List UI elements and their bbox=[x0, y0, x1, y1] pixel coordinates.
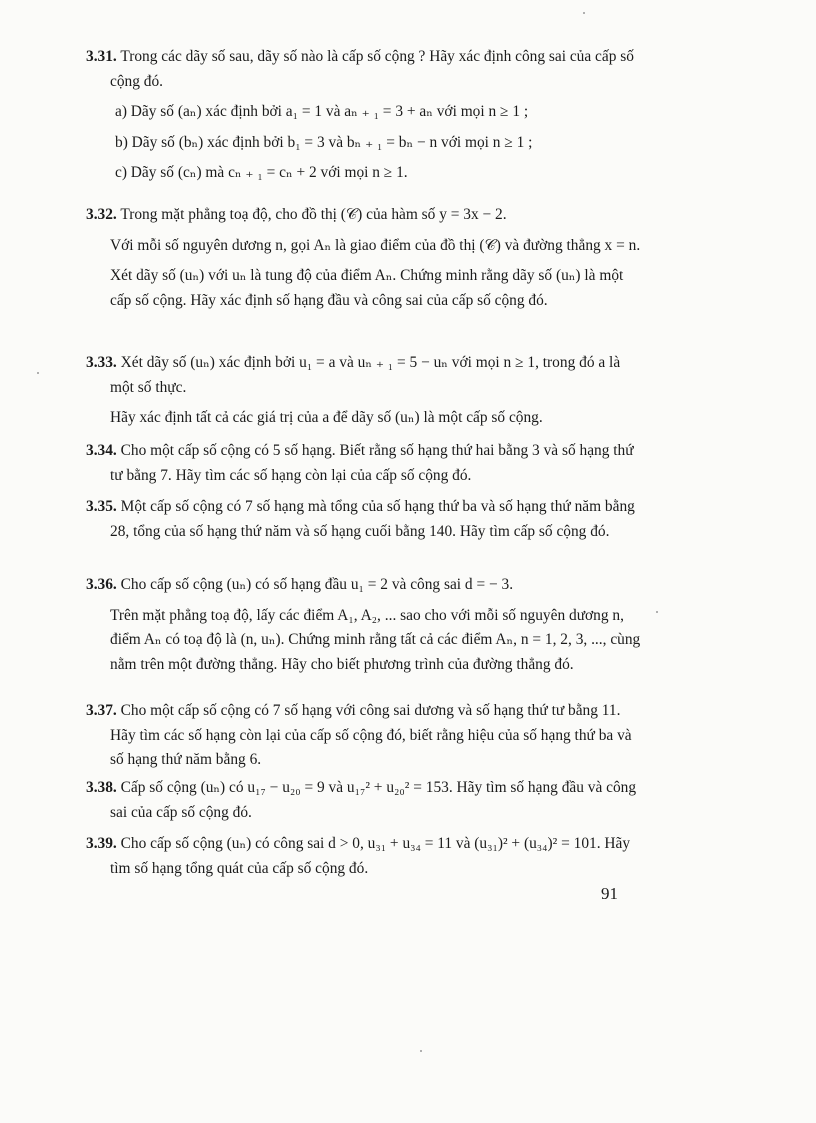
exercise-3-38 bbox=[86, 776, 646, 825]
exercise-3-31 bbox=[86, 45, 646, 186]
exercise-3-39-statement bbox=[86, 832, 646, 881]
scan-speck bbox=[37, 372, 39, 374]
exercise-3-31-part-c: c) Dãy số (cₙ) mà cₙ ₊ ₁ = cₙ + 2 với mọi n ≥ 1. bbox=[115, 164, 408, 181]
page-number: 91 bbox=[601, 884, 618, 903]
exercise-3-34 bbox=[86, 439, 646, 488]
exercise-3-34-statement bbox=[86, 439, 646, 488]
exercise-3-37-statement bbox=[86, 699, 646, 773]
exercise-text: Xét dãy số (uₙ) xác định bởi u₁ = a và uₙ ₊ ₁ = 5 − uₙ với mọi n ≥ 1, trong đó a là một số thực. bbox=[110, 354, 621, 396]
exercise-3-35-statement bbox=[86, 495, 646, 544]
exercise-3-35 bbox=[86, 495, 646, 544]
exercise-3-32-para-1: Với mỗi số nguyên dương n, gọi Aₙ là giao điểm của đồ thị (𝒞) và đường thẳng x = n. bbox=[110, 236, 641, 254]
scan-speck bbox=[583, 12, 585, 14]
exercise-3-33 bbox=[86, 351, 646, 431]
exercise-3-31-part-b: b) Dãy số (bₙ) xác định bởi b₁ = 3 và bₙ ₊ ₁ = bₙ − n với mọi n ≥ 1 ; bbox=[115, 133, 533, 151]
exercise-3-33-para-1: Hãy xác định tất cả các giá trị của a để dãy số (uₙ) là một cấp số cộng. bbox=[110, 409, 543, 426]
exercise-text: Cho một cấp số cộng có 5 số hạng. Biết rằng số hạng thứ hai bằng 3 và số hạng thứ tư bằng 7. Hãy tìm các số hạng còn lại của cấp số cộng đó. bbox=[110, 442, 634, 484]
exercise-text: Cho cấp số cộng (uₙ) có số hạng đầu u₁ = 2 và công sai d = − 3. bbox=[120, 576, 514, 593]
exercise-text: Cho cấp số cộng (uₙ) có công sai d > 0, u₃₁ + u₃₄ = 11 và (u₃₁)² + (u₃₄)² = 101. Hãy tìm số hạng tổng quát của cấp số cộng đó. bbox=[110, 835, 631, 877]
exercise-number: 3.36. bbox=[86, 576, 117, 593]
exercise-number: 3.38. bbox=[86, 779, 117, 796]
exercise-3-37 bbox=[86, 699, 646, 773]
exercise-text: Một cấp số cộng có 7 số hạng mà tổng của số hạng thứ ba và số hạng thứ năm bằng 28, tổng của số hạng thứ năm và số hạng cuối bằng 140. Hãy tìm cấp số cộng đó. bbox=[110, 498, 635, 540]
exercise-number: 3.31. bbox=[86, 48, 117, 65]
exercise-number: 3.39. bbox=[86, 835, 117, 852]
exercise-3-36 bbox=[86, 573, 646, 677]
exercise-number: 3.32. bbox=[86, 206, 117, 223]
exercise-text: Trong các dãy số sau, dãy số nào là cấp số cộng ? Hãy xác định công sai của cấp số cộng đó. bbox=[110, 48, 634, 90]
exercise-3-33-statement bbox=[86, 351, 646, 400]
exercise-3-32-para-2: Xét dãy số (uₙ) với uₙ là tung độ của điểm Aₙ. Chứng minh rằng dãy số (uₙ) là một cấp số cộng. Hãy xác định số hạng đầu và công sai của cấp số cộng đó. bbox=[110, 267, 624, 309]
exercise-text: Cấp số cộng (uₙ) có u₁₇ − u₂₀ = 9 và u₁₇² + u₂₀² = 153. Hãy tìm số hạng đầu và công sai của cấp số cộng đó. bbox=[110, 779, 637, 821]
scan-speck bbox=[420, 1050, 422, 1052]
exercise-number: 3.33. bbox=[86, 354, 117, 371]
exercise-3-36-statement bbox=[86, 573, 646, 598]
exercise-text: Cho một cấp số cộng có 7 số hạng với công sai dương và số hạng thứ tư bằng 11. Hãy tìm các số hạng còn lại của cấp số cộng đó, biết rằng hiệu của số hạng thứ ba và số hạng thứ năm bằng 6. bbox=[110, 702, 632, 768]
exercise-3-38-statement bbox=[86, 776, 646, 825]
exercise-number: 3.35. bbox=[86, 498, 117, 515]
exercise-3-31-part-a: a) Dãy số (aₙ) xác định bởi a₁ = 1 và aₙ ₊ ₁ = 3 + aₙ với mọi n ≥ 1 ; bbox=[115, 103, 529, 120]
exercise-3-36-para-1: Trên mặt phẳng toạ độ, lấy các điểm A₁, A₂, ... sao cho với mỗi số nguyên dương n, điểm Aₙ có toạ độ là (n, uₙ). Chứng minh rằng tất cả các điểm Aₙ, n = 1, 2, 3, ..., cùng nằm trên một đường thẳng. Hãy cho biết phương trình của đường thẳng đó. bbox=[110, 606, 641, 673]
exercise-number: 3.34. bbox=[86, 442, 117, 459]
scan-speck bbox=[656, 611, 658, 613]
exercise-text: Trong mặt phẳng toạ độ, cho đồ thị (𝒞) của hàm số y = 3x − 2. bbox=[120, 206, 507, 223]
exercise-3-31-statement bbox=[86, 45, 646, 94]
exercise-number: 3.37. bbox=[86, 702, 117, 719]
exercise-3-32 bbox=[86, 203, 646, 313]
exercise-3-32-statement bbox=[86, 203, 646, 228]
exercise-3-39 bbox=[86, 832, 646, 881]
